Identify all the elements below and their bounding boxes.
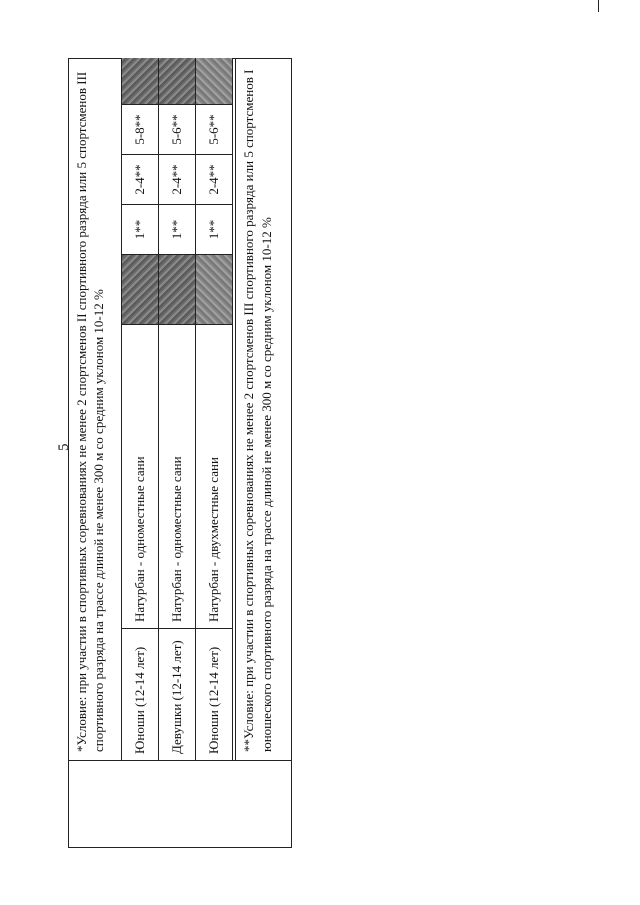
discipline-cell: Натурбан - двухместные сани [196,324,232,628]
top-edge-line [598,0,599,12]
discipline-cell: Натурбан - одноместные сани [122,324,158,628]
age-group-cell: Юноши (12-14 лет) [196,628,232,760]
table-row [158,58,196,760]
shaded-cell [122,254,158,324]
place-cell: 1** [122,204,158,254]
age-group-cell: Юноши (12-14 лет) [122,628,158,760]
place-cell: 5-8** [122,104,158,154]
place-cell: 2-4** [196,154,232,204]
shaded-cell [196,58,232,104]
table-rows [121,58,235,760]
place-cell: 2-4** [159,154,195,204]
shaded-cell [122,58,158,104]
shaded-cell [159,254,195,324]
place-cell: 1** [159,204,195,254]
condition-note-double: **Условие: при участии в спортивных соревнованиях не менее 2 спортсменов III спортивного разряда или 5 спортсменов I юношеского спортивного разряда на трассе длиной не менее 300 м со средним уклоном 10-12 % [235,58,276,760]
table-content [68,58,292,760]
place-cell: 5-6** [196,104,232,154]
place-cell: 2-4** [122,154,158,204]
place-cell: 5-6** [159,104,195,154]
condition-note-single: *Условие: при участии в спортивных соревнованиях не менее 2 спортсменов II спортивного разряда или 5 спортсменов III спортивного разряда на трассе длиной не менее 300 м со средним уклоном 10-12 % [74,71,106,752]
table-row [195,58,233,760]
rotated-table-block [68,58,292,848]
shaded-cell [196,254,232,324]
age-group-cell: Девушки (12-14 лет) [159,628,195,760]
table-row [121,58,159,760]
empty-left-column [68,760,292,848]
discipline-cell: Натурбан - одноместные сани [159,324,195,628]
place-cell: 1** [196,204,232,254]
shaded-cell [159,58,195,104]
page-number: 5 [56,443,72,451]
